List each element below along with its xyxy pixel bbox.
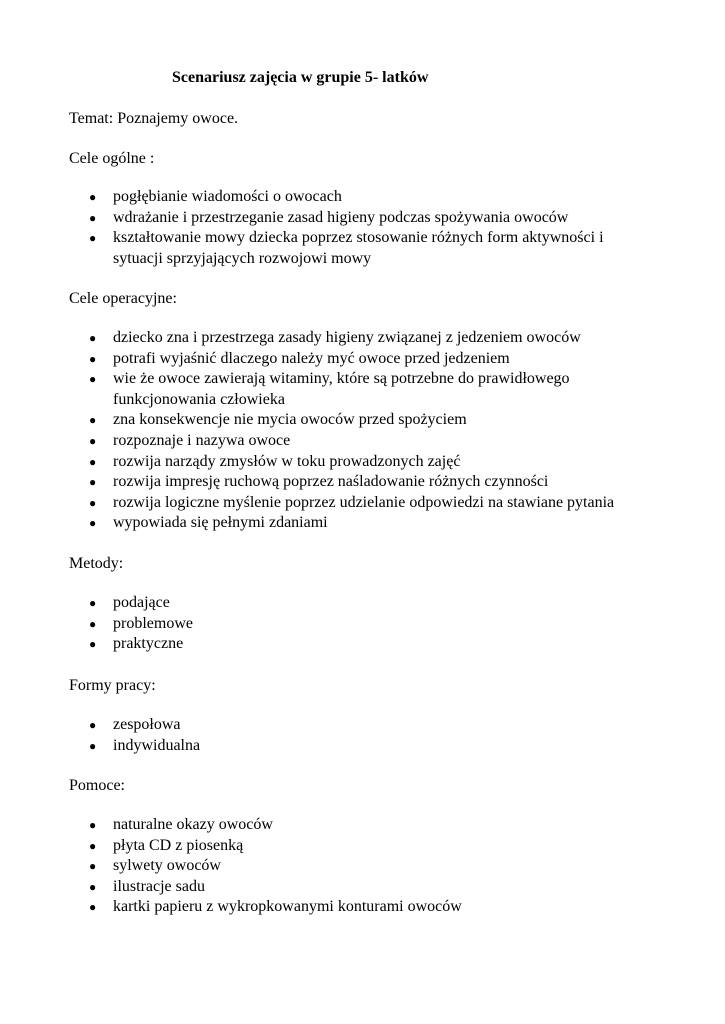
bullet-icon: ● bbox=[89, 433, 97, 448]
list-item: ● rozwija impresję ruchową poprzez naśladowanie różnych czynności bbox=[0, 472, 653, 493]
bullet-icon: ● bbox=[89, 900, 97, 915]
list-item: ● zespołowa bbox=[0, 715, 653, 736]
list-item: ● kształtowanie mowy dziecka poprzez stosowanie różnych form aktywności i sytuacji sprzyjających rozwojowi mowy bbox=[89, 229, 604, 267]
list-item: ● rozwija logiczne myślenie poprzez udzielanie odpowiedzi na stawiane pytania bbox=[0, 493, 653, 514]
topic-line: Temat: Poznajemy owoce. bbox=[69, 110, 239, 127]
list-item: ● płyta CD z piosenką bbox=[0, 836, 653, 857]
list-item: ● problemowe bbox=[0, 614, 653, 635]
bullet-icon: ● bbox=[89, 351, 97, 366]
operational-goals-list bbox=[0, 328, 653, 534]
list-item: ● podające bbox=[0, 593, 653, 614]
list-item: ● indywidualna bbox=[0, 736, 653, 757]
list-item: ● praktyczne bbox=[0, 634, 653, 655]
bullet-icon: ● bbox=[89, 454, 97, 469]
bullet-icon: ● bbox=[89, 818, 97, 832]
work-forms-list bbox=[0, 715, 653, 756]
bullet-icon: ● bbox=[89, 372, 97, 387]
bullet-icon: ● bbox=[89, 516, 97, 531]
bullet-icon: ● bbox=[89, 190, 97, 204]
list-item: ● naturalne okazy owoców bbox=[0, 815, 653, 836]
bullet-icon: ● bbox=[89, 838, 97, 853]
methods-list bbox=[0, 593, 653, 655]
bullet-icon: ● bbox=[89, 718, 97, 732]
general-goals-heading: Cele ogólne : bbox=[69, 150, 155, 167]
methods-heading: Metody: bbox=[69, 555, 124, 572]
list-item: ● dziecko zna i przestrzega zasady higieny związanej z jedzeniem owoców bbox=[0, 328, 653, 349]
operational-goals-heading: Cele operacyjne: bbox=[69, 290, 177, 307]
list-item: ● zna konsekwencje nie mycia owoców przed spożyciem bbox=[0, 410, 653, 431]
bullet-icon: ● bbox=[89, 495, 97, 510]
bullet-icon: ● bbox=[89, 475, 97, 490]
list-item: ● wypowiada się pełnymi zdaniami bbox=[0, 513, 653, 534]
bullet-icon: ● bbox=[89, 331, 97, 345]
document-title: Scenariusz zajęcia w grupie 5- latków bbox=[172, 69, 429, 86]
list-item: ● wie że owoce zawierają witaminy, które są potrzebne do prawidłowego funkcjonowania człowieka bbox=[89, 370, 570, 408]
aids-list bbox=[0, 815, 653, 918]
list-item: ● ilustracje sadu bbox=[0, 877, 653, 898]
list-item: ● kartki papieru z wykropkowanymi konturami owoców bbox=[0, 897, 653, 918]
general-goals-list bbox=[0, 187, 653, 269]
bullet-icon: ● bbox=[89, 210, 97, 225]
list-item: ● rozpoznaje i nazywa owoce bbox=[0, 431, 653, 452]
list-item: ● pogłębianie wiadomości o owocach bbox=[0, 187, 653, 208]
bullet-icon: ● bbox=[89, 413, 97, 428]
bullet-icon: ● bbox=[89, 859, 97, 874]
list-item: ● sylwety owoców bbox=[0, 856, 653, 877]
bullet-icon: ● bbox=[89, 738, 97, 753]
aids-heading: Pomoce: bbox=[69, 777, 125, 794]
bullet-icon: ● bbox=[89, 879, 97, 894]
list-item: ● rozwija narządy zmysłów w toku prowadzonych zajęć bbox=[0, 452, 653, 473]
bullet-icon: ● bbox=[89, 616, 97, 631]
bullet-icon: ● bbox=[89, 637, 97, 652]
work-forms-heading: Formy pracy: bbox=[69, 677, 156, 694]
bullet-icon: ● bbox=[89, 596, 97, 610]
list-item: ● wdrażanie i przestrzeganie zasad higieny podczas spożywania owoców bbox=[0, 208, 653, 229]
bullet-icon: ● bbox=[89, 231, 97, 246]
list-item: ● potrafi wyjaśnić dlaczego należy myć owoce przed jedzeniem bbox=[0, 349, 653, 370]
